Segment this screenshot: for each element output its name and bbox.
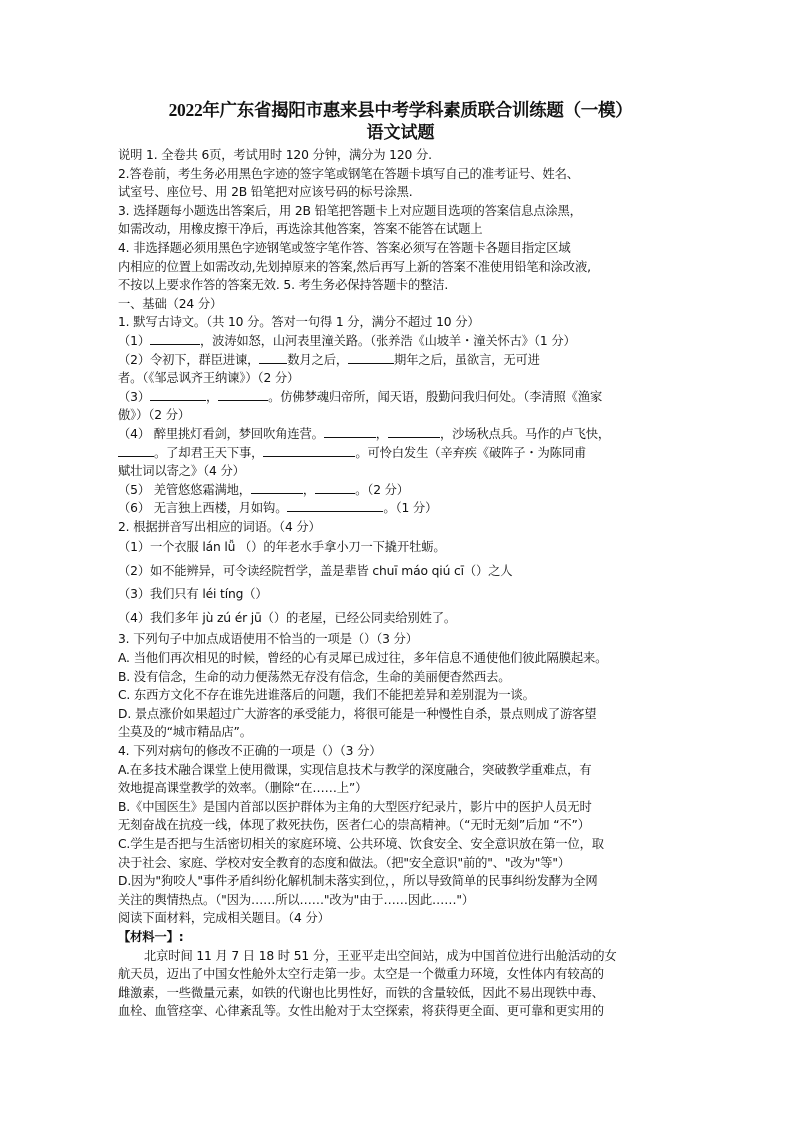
q1-item-4-cont: 赋壮词以寄之》（4 分） [118,464,245,479]
answer-blank[interactable] [218,400,268,401]
q1-item-3-cont: 傲》）（2 分） [118,408,191,423]
answer-blank[interactable] [324,437,376,438]
q3-option: 尘莫及的“城市精品店”。 [118,725,252,740]
exam-title: 2022年广东省揭阳市惠来县中考学科素质联合训练题（一模） [168,100,633,120]
answer-blank[interactable] [150,344,200,345]
q4-option: D.因为"狗咬人"事件矛盾纠纷化解机制未落实到位，，所以导致简单的民事纠纷发酵为全网 [118,874,598,889]
instruction-line: 2.答卷前，考生务必用黑色字迹的签字笔或钢笔在答题卡填写自己的准考证号、姓名、 [118,166,579,181]
instruction-line: 4. 非选择题必须用黑色字迹钢笔或签字笔作答、答案必须写在答题卡各题目指定区域 [118,240,571,255]
q4-option: 无刻奋战在抗疫一线，体现了救死扶伤，医者仁心的崇高精神。（“无时无刻”后加 “不”） [118,818,590,833]
q2-item: （4）我们多年 jù zú ér jū（）的老屋，已经公同卖给别姓了。 [118,610,457,625]
q4-option: A.在多技术融合课堂上使用微课，实现信息技术与教学的深度融合，突破教学重难点，有 [118,762,592,777]
q4-option: 决于社会、家庭、学校对安全教育的态度和做法。（把"安全意识"前的"、"改为"等"） [118,855,571,870]
q3-stem: 3. 下列句子中加点成语使用不恰当的一项是（）（3 分） [118,632,418,647]
answer-blank[interactable] [118,456,154,457]
q3-option: D. 景点涨价如果超过广大游客的承受能力，将很可能是一种慢性自杀，景点则成了游客望 [118,706,597,721]
q2-item: （1）一个衣服 lán lǚ （）的年老水手拿小刀一下撬开牡蛎。 [118,540,446,555]
reading-intro: 阅读下面材料，完成相关题目。（4 分） [118,911,330,926]
q1-stem: 1. 默写古诗文。（共 10 分。答对一句得 1 分，满分不超过 10 分） [118,315,480,330]
answer-blank[interactable] [251,493,303,494]
material-label: 【材料一】: [118,929,184,944]
q1-item-1: （1） ，波涛如怒，山河表里潼关路。（张养浩《山坡羊・潼关怀古》（1 分） [118,333,576,348]
answer-blank[interactable] [315,493,355,494]
q1-item-5: （5） 羌管悠悠霜满地， ， 。（2 分） [118,482,409,497]
q2-item: （2）如不能辨异，可令读经院哲学，盖是辈皆 chuī máo qiú cī（）之人 [118,563,513,578]
instruction-line: 不按以上要求作答的答案无效. 5. 考生务必保持答题卡的整洁. [118,278,449,293]
material-paragraph-line: 航天员，迈出了中国女性舱外太空行走第一步。太空是一个微重力环境，女性体内有较高的 [118,967,604,982]
q1-item-4-line2: 。了却君王天下事， 。可怜白发生（辛弃疾《破阵子・为陈同甫 [118,444,683,463]
answer-blank[interactable] [348,363,394,364]
q4-stem: 4. 下列对病句的修改不正确的一项是（）（3 分） [118,744,382,759]
material-paragraph-line: 北京时间 11 月 7 日 18 时 51 分，王亚平走出空间站，成为中国首位进行出舱活动的女 [144,948,617,963]
q1-item-4: （4） 醉里挑灯看剑，梦回吹角连营。 ， ，沙场秋点兵。马作的卢飞快， [118,426,611,441]
answer-blank[interactable] [287,511,383,512]
answer-blank[interactable] [388,437,440,438]
q4-option: C.学生是否把与生活密切相关的家庭环境、公共环境、饮食安全、安全意识放在第一位，取 [118,837,604,851]
answer-blank[interactable] [150,400,206,401]
instructions [118,146,683,295]
q1-item-6: （6） 无言独上西楼，月如钩。 。（1 分） [118,501,438,516]
instruction-line: 说明 1. 全卷共 6页，考试用时 120 分钟，满分为 120 分. [118,148,432,162]
section-heading: 一、基础（24 分） [118,296,223,311]
instruction-line: 内相应的位置上如需改动,先划掉原来的答案,然后再写上新的答案不准使用铅笔和涂改液, [118,259,591,274]
q3-option: B. 没有信念，生命的动力便荡然无存没有信念，生命的美丽便杳然西去。 [118,669,511,684]
q1-item-3: （3） ， 。仿佛梦魂归帝所，闻天语，殷勤问我归何处。（李清照《渔家 [118,389,603,404]
material-paragraph-line: 血栓、血管痉挛、心律紊乱等。女性出舱对于太空探索，将获得更全面、更可靠和更实用的 [118,1004,604,1019]
q3-option: A. 当他们再次相见的时候，曾经的心有灵犀已成过往，多年信息不通使他们彼此隔膜起来。 [118,651,608,666]
instruction-line: 如需改动，用橡皮擦干净后，再选涂其他答案，答案不能答在试题上 [118,222,483,237]
exam-subtitle: 语文试题 [366,123,435,142]
q1-item-2: （2）令初下，群臣进谏， 数月之后， 期年之后，虽欲言，无可进 [118,352,540,367]
instruction-line: 3. 选择题每小题选出答案后，用 2B 铅笔把答题卡上对应题目选项的答案信息点涂黑， [118,203,582,218]
instruction-line: 试室号、座位号、用 2B 铅笔把对应该号码的标号涂黑. [118,185,413,200]
q3-option: C. 东西方文化不存在谁先进谁落后的问题，我们不能把差异和差别混为一谈。 [118,688,535,703]
q1-item-2-cont: 者。（《邹忌讽齐王纳谏》）（2 分） [118,371,300,386]
answer-blank[interactable] [263,456,355,457]
q4-option: 关注的舆情热点。（"因为……所以……"改为"由于……因此……"） [118,892,474,907]
answer-blank[interactable] [259,363,287,364]
exam-page [118,98,683,1021]
q4-option: 效地提高课堂教学的效率。（删除“在……上”） [118,781,368,796]
q4-option: B.《中国医生》是国内首部以医护群体为主角的大型医疗纪录片，影片中的医护人员无时 [118,799,592,814]
material-paragraph-line: 雌激素，一些微量元素，如铁的代谢也比男性好，而铁的含量较低，因此不易出现铁中毒、 [118,985,604,1000]
q2-stem: 2. 根据拼音写出相应的词语。（4 分） [118,519,321,534]
q2-item: （3）我们只有 léi tíng（） [118,587,268,602]
